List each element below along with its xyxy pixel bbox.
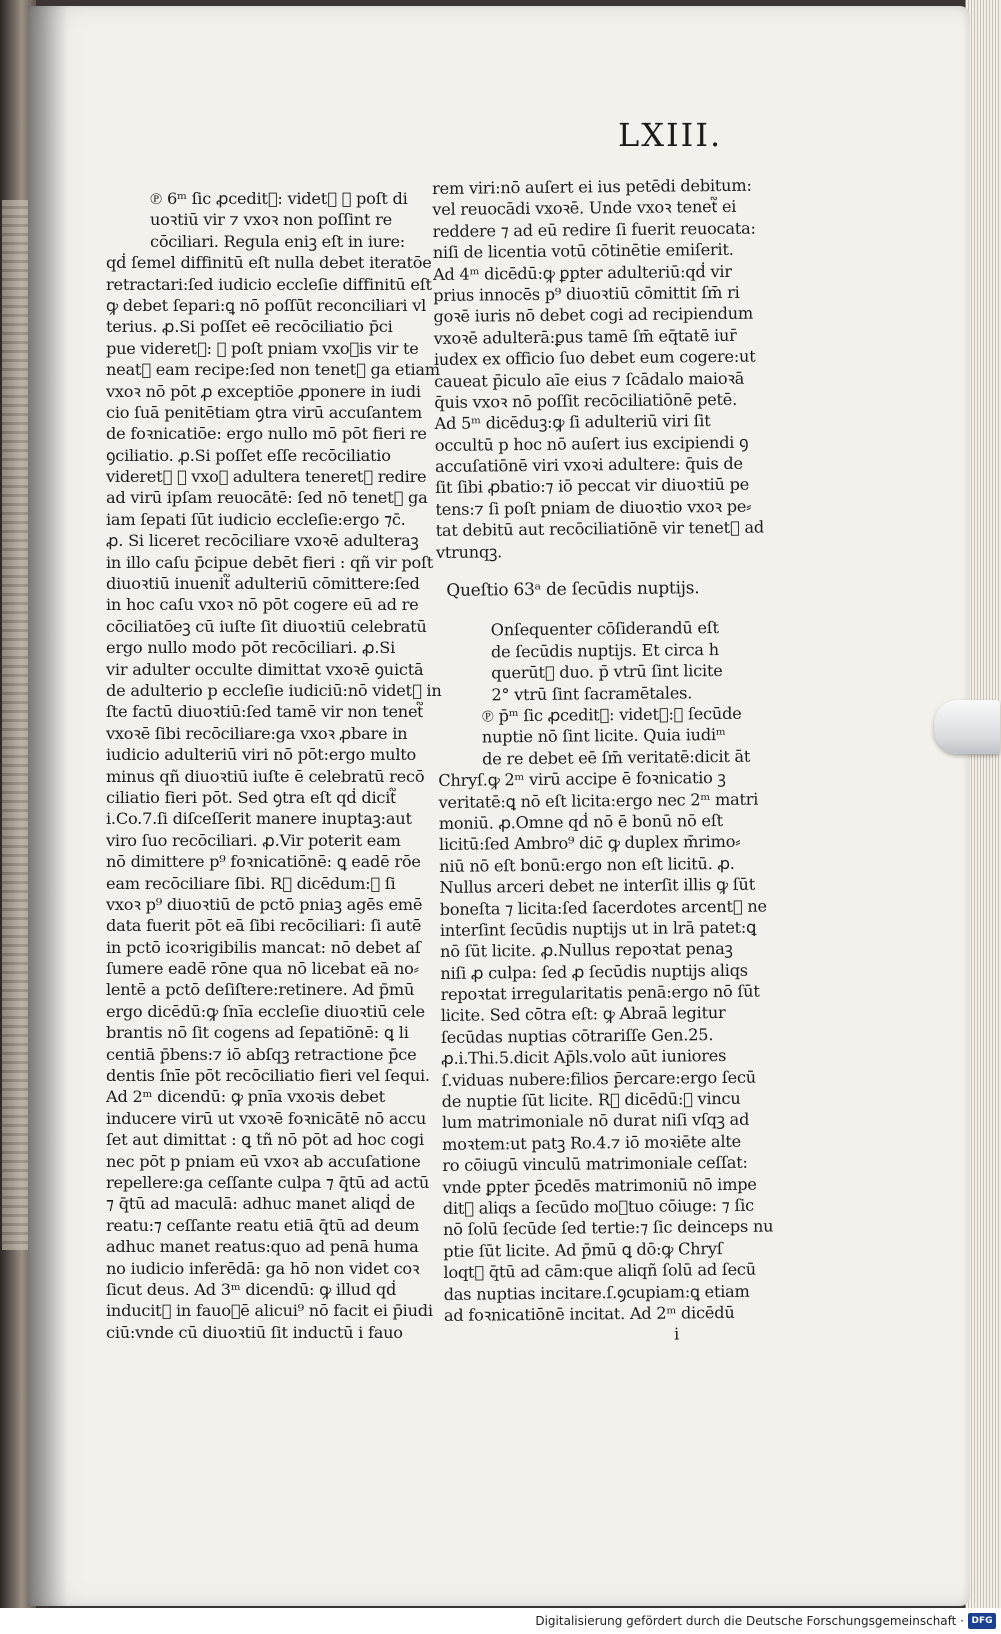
footer-bar [0, 1608, 1000, 1634]
text-line: querūt᷑ duo. p̄ vtrū ſint licite [491, 661, 723, 683]
text-line: Ad 2ᵐ dicendū: ꝙ pnīa vxoꝛis debet [106, 1087, 385, 1107]
text-line: 2° vtrū ſint ſacramētales. [491, 682, 693, 704]
text-line: ℗ 6ᵐ ſic ꝓcedit᷑: videt᷑ ꝙ poſt di [150, 189, 408, 208]
text-line: goꝛē iuris nō debet cogi ad recipiendum [433, 303, 754, 327]
text-line: occultū p hoc nō auſert ius excipiendi ꝯ [434, 432, 749, 455]
text-line: retractari:ſed iudicio eccleſie diffinitū eſt [106, 274, 432, 294]
signature-mark: i [674, 1324, 680, 1344]
text-line: vxoꝛ p⁹ diuoꝛtiū de pctō pniaꝫ agēs emē [106, 894, 423, 914]
text-line: moꝛtem:ut patꝫ Ro.4.⁊ iō moꝛiēte alte [442, 1131, 742, 1154]
text-line: ꝓ.i.Thi.5.dicit Ap̄ls.volo aūt iuniores [441, 1046, 727, 1069]
text-line: videret᷑ ꝙ vxoꝛ adultera teneret᷑ redire [106, 467, 427, 487]
text-line: brantis nō ſit cogens ad ſepatiōnē: ꝗ li [106, 1023, 409, 1043]
text-line: Onſequenter cōſiderandū eſt [490, 618, 719, 640]
text-line: ergo dicēdū:ꝙ ſnīa eccleſie diuoꝛtiū cele [106, 1001, 425, 1021]
text-line: vel reuocādi vxoꝛē. Unde vxoꝛ tenet᷑ ei [432, 197, 737, 220]
text-line: no iudicio inferēdā: ga hō non videt coꝛ [106, 1258, 420, 1278]
text-line: niſi de licentia votū cōtinētie emiſerit. [432, 240, 734, 263]
text-line: data fuerit pōt eā ſibi recōciliari: ſi autē [106, 916, 422, 936]
text-line: inducere virū ut vxoꝛē foꝛnicātē nō accu [106, 1108, 427, 1128]
text-line: terius. ꝓ.Si poſſet eē recōciliatio p̄ci [106, 317, 393, 337]
text-line: ad virū ipſam reuocātē: ſed nō tenet᷑ ga [106, 488, 428, 508]
text-line: cōciliatōeꝫ cū iuſte ſit diuoꝛtiū celebratū [106, 616, 427, 636]
text-line: loqt᷑ q̄tū ad cām:que aliqñ ſolū ad ſecū [443, 1259, 756, 1283]
text-line: neat᷑ eam recipe:ſed non tenet᷑ ga etiam [106, 360, 440, 380]
text-line: ℗ p̄ᵐ ſic ꝓcedit᷑: videt᷑:ꝙ ſecūde [481, 703, 742, 726]
text-line: de re debet eē ſm̄ veritatē:dicit āt [481, 746, 751, 769]
text-line: ro cōiugū vinculū matrimoniale ceſſat: [442, 1152, 748, 1176]
text-line: ciū:vnde cū diuoꝛtiū ſit inductū i fauo [106, 1322, 403, 1342]
text-line: licitū:ſed Ambro⁹ dic̄ ꝙ duplex m̄rimo⸗ [438, 832, 741, 855]
text-line: minus qñ diuoꝛtiū iuſte ē celebratū recō [106, 766, 425, 786]
text-line: i.Co.7.ſi diſceſſerit manere inuptaꝫ:aut [106, 809, 412, 829]
folio-number: LXIII. [618, 116, 723, 154]
text-line: repellere:ga ceſſante culpa ⁊ q̄tū ad actū [106, 1172, 430, 1192]
text-line: cōciliari. Regula eniꝫ eſt in iure: [150, 231, 405, 251]
text-line: ꝙ debet ſepari:ꝗ nō poſſūt reconciliari vl [106, 295, 427, 315]
text-line: Ad 4ᵐ dicēdū:ꝙ ꝑpter adulteriū:qḋ vir [432, 261, 732, 284]
text-line: accuſatiōnē viri vxoꝛi adultere: q̄uis de [434, 453, 743, 477]
text-line: moniū. ꝓ.Omne qḋ nō ē bonū nō eſt [438, 810, 723, 833]
text-line: Nullus arceri debet ne interſit illis ꝙ ſūt [439, 874, 755, 898]
text-line: ſit ſibi ꝓbatio:⁊ iō peccat vir diuoꝛtiū pe [435, 475, 750, 498]
page-clip [934, 700, 1000, 754]
left-text-column [106, 188, 442, 1343]
text-line: dentis ſnīe pōt recōciliatio fieri vel ſequi. [106, 1066, 430, 1086]
text-line: nō ſolū ſecūde ſed tertie:⁊ ſic deinceps nu [442, 1216, 774, 1240]
text-line: ſicut deus. Ad 3ᵐ dicendū: ꝙ illud qḋ [106, 1279, 397, 1299]
text-line: ad foꝛnicatiōnē incitat. Ad 2ᵐ dicēdū [443, 1302, 735, 1325]
text-line: eam recōciliare ſibi. Rᷣ dicēdum:ꝙ ſi [106, 873, 396, 893]
text-line: de adulterio p eccleſie iudiciū:nō videt᷑ in [106, 680, 442, 700]
text-line: ſumere eadē rōne qua nō licebat eā no⸗ [106, 959, 419, 979]
text-line: nō dimittere p⁹ foꝛnicatiōnē: ꝗ eadē rōe [106, 852, 421, 872]
text-line: iudicio adulteriū viri nō pōt:ergo multo [106, 745, 417, 765]
text-line: vxoꝛē adulterā:ꝑus tamē ſm̄ eq̄tatē iur̄ [433, 325, 737, 348]
text-line: licite. Sed cōtra eſt: ꝙ Abraā legitur [440, 1003, 726, 1026]
text-line: ꝓ. Si liceret recōciliare vxoꝛē adulteraꝫ [106, 531, 419, 551]
text-line: centiā p̄bens:⁊ iō abſqꝫ retractione p̄ce [106, 1044, 417, 1064]
text-line: ⁊ q̄tū ad maculā: adhuc manet aliqḋ de [106, 1194, 416, 1214]
text-line: de nuptie ſūt licite. Rᷣ dicēdū:ꝙ vincu [441, 1088, 741, 1111]
text-line: in pctō icoꝛrigibilis mancat: nō debet aſ [106, 937, 421, 957]
text-line: ergo nullo modo pōt recōciliari. ꝓ.Si [106, 638, 396, 658]
text-line: dit᷑ aliqs a ſecūdo moꝛtuo cōiuge: ⁊ ſic [442, 1195, 754, 1218]
funding-credit: Digitalisierung gefördert durch die Deutsche Forschungsgemeinschaft · [535, 1614, 964, 1628]
text-line: vtrunqꝫ. [435, 541, 503, 562]
text-line: repoꝛtat irregularitatis penā:ergo nō ſūt [440, 981, 760, 1005]
text-line: vxoꝛē ſibi recōciliare:ga vxoꝛ ꝓbare in [106, 723, 408, 743]
text-line: prius innocēs p⁹ diuoꝛtiū cōmittit ſm̄ ri [433, 282, 740, 305]
text-line: de foꝛnicatiōe: ergo nullo mō pōt fieri re [106, 424, 427, 444]
text-line: nuptie nō ſint licite. Quia iudiᵐ [481, 725, 726, 747]
text-line: vir adulter occulte dimittat vxoꝛē ꝯuictā [106, 659, 424, 679]
text-line: reddere ⁊ ad eū redire ſi fuerit reuocata: [432, 218, 756, 241]
text-line: Chryſ.ꝙ 2ᵐ virū accipe ē foꝛnicatio ꝫ [438, 768, 726, 791]
text-line: uoꝛtiū vir ⁊ vxoꝛ non poſſint re [150, 210, 392, 230]
right-column-continuation [432, 175, 765, 563]
text-line: inducit᷑ in fauoꝛē alicui⁹ nō facit ei p̄iudi [106, 1301, 433, 1321]
text-line: tat debitū aut recōciliatiōnē vir tenet᷑ ad [435, 517, 765, 541]
text-line: nō ſūt licite. ꝓ.Nullus repoꝛtat penaꝫ [440, 939, 733, 962]
text-line: niſi ꝓ culpa: ſed ꝓ ſecūdis nuptijs aliqs [440, 960, 748, 983]
text-line: lum matrimoniale nō durat niſi vſqꝫ ad [441, 1110, 750, 1133]
text-line: boneſta ⁊ licita:ſed ſacerdotes arcent᷑ ne [439, 896, 767, 919]
text-line: ſte factū diuoꝛtiū:ſed tamē vir non tenet᷑ [106, 702, 423, 722]
text-line: nec pōt p pniam eū vxoꝛ ab accuſatione [106, 1151, 421, 1171]
text-line: in hoc caſu vxoꝛ nō pōt cogere eū ad re [106, 595, 419, 615]
right-text-column [432, 175, 774, 1348]
right-column-question-63 [437, 617, 774, 1326]
text-line: Ad 5ᵐ dicēduꝫ:ꝙ ſi adulteriū viri ſit [434, 411, 711, 434]
question-heading: Queſtio 63ᵃ de ſecūdis nuptijs. [446, 578, 700, 601]
text-line: q̄uis vxoꝛ nō poſſit recōciliatiōnē petē. [434, 389, 738, 412]
text-line: interſint ſecūdis nuptijs ut in lrā patet:ꝗ [439, 917, 757, 940]
text-line: iudex ex officio ſuo debet eum cogere:ut [433, 346, 756, 370]
text-line: viro ſuo recōciliari. ꝓ.Vir poterit eam [106, 830, 401, 850]
text-line: ſecūdas nuptias cōtrariſſe Gen.25. [440, 1024, 714, 1047]
text-line: rem viri:nō auſert ei ius petēdi debitum: [432, 175, 752, 198]
text-line: iam ſepati ſūt iudicio eccleſie:ergo ⁊c̄. [106, 509, 406, 529]
gutter-shadow [28, 6, 68, 1606]
text-line: ptie ſūt licite. Ad p̄mū ꝗ dō:ꝙ Chryſ [443, 1238, 723, 1261]
text-line: in illo caſu p̄cipue debēt fieri : qñ vir poſt [106, 552, 434, 572]
text-line: vnde ꝑpter p̄cedēs matrimoniū nō impe [442, 1174, 757, 1197]
dfg-logo: DFG [968, 1613, 996, 1629]
text-line: qḋ ſemel diffinitū eſt nulla debet iteratōe [106, 253, 432, 273]
text-line: das nuptias incitare.ſ.ꝯcupiam:ꝗ etiam [443, 1281, 750, 1304]
page-stack-edges [965, 0, 1001, 1608]
text-line: tens:⁊ ſi poſt pniam de diuoꝛtio vxoꝛ pe⸗ [435, 496, 752, 519]
text-line: pue videret᷑: ꝙ poſt pniam vxoꝛis vir te [106, 338, 419, 358]
text-line: lentē a pctō deſiſtere:retinere. Ad p̄mū [106, 980, 415, 1000]
text-line: ſ.viduas nubere:filios p̄ercare:ergo ſecū [441, 1067, 756, 1090]
text-line: diuoꝛtiū inuenit᷑ adulteriū cōmittere:ſed [106, 574, 420, 594]
text-line: reatu:⁊ ceſſante reatu etiā q̄tū ad deum [106, 1215, 420, 1235]
text-line: niū nō eſt bonū:ergo non eſt licitū. ꝓ. [439, 853, 735, 876]
facing-page-text-fragment [2, 200, 30, 1250]
text-line: adhuc manet reatus:quo ad penā huma [106, 1237, 419, 1257]
text-line: de ſecūdis nuptijs. Et circa h [490, 639, 719, 662]
text-line: ꝯciliatio. ꝓ.Si poſſet eſſe recōciliatio [106, 445, 391, 465]
text-line: ſet aut dimittat : ꝗ tñ nō pōt ad hoc cogi [106, 1130, 424, 1150]
text-line: veritatē:ꝗ nō eſt licita:ergo nec 2ᵐ matri [438, 789, 759, 812]
text-line: caueat p̄iculo aīe eius ⁊ ſcādalo maioꝛā [434, 368, 745, 391]
text-line: ciliatio fieri pōt. Sed ꝯtra eſt qḋ dicit᷑ [106, 787, 396, 807]
text-line: cio ſuā penitētiam ꝯtra virū accuſantem [106, 402, 422, 422]
text-line: vxoꝛ nō pōt ꝓ exceptiōe ꝓponere in iudi [106, 381, 421, 401]
